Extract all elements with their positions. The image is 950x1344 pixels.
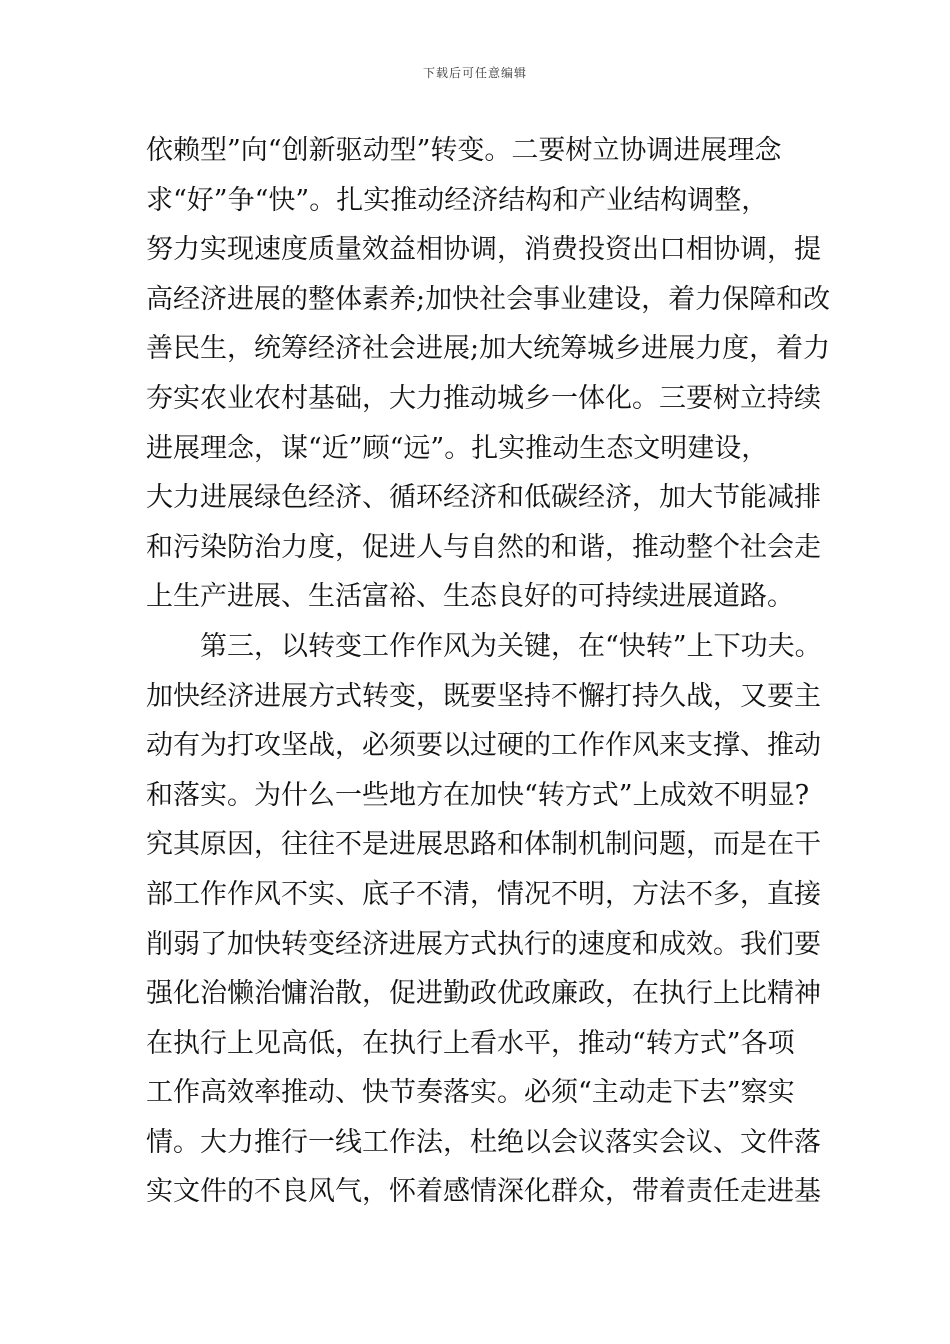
- text-line: 依赖型”向“创新驱动型”转变。二要树立协调进展理念: [146, 135, 782, 166]
- text-line: 工作高效率推动、快节奏落实。必须“主动走下去”察实: [146, 1077, 795, 1109]
- text-line: 在执行上见高低，在执行上看水平，推动“转方式”各项: [146, 1027, 795, 1059]
- paragraph-start-line: 第三，以转变工作作风为关键，在“快转”上下功夫。: [146, 630, 822, 662]
- text-line: 究其原因，往往不是进展思路和体制机制问题，而是在干: [146, 829, 821, 861]
- document-body: [146, 126, 831, 1217]
- text-line: 进展理念，谋“近”顾“远”。扎实推动生态文明建设，: [146, 432, 769, 464]
- text-line: 善民生，统筹经济社会进展;加大统筹城乡进展力度，着力: [146, 333, 831, 365]
- text-line: 上生产进展、生活富裕、生态良好的可持续进展道路。: [146, 581, 794, 613]
- text-line: 动有为打攻坚战，必须要以过硬的工作作风来支撑、推动: [146, 730, 821, 762]
- text-line: 实文件的不良风气，怀着感情深化群众，带着责任走进基: [146, 1176, 821, 1208]
- text-line: 情。大力推行一线工作法，杜绝以会议落实会议、文件落: [146, 1126, 821, 1158]
- text-line: 高经济进展的整体素养;加快社会事业建设，着力保障和改: [146, 283, 831, 315]
- text-line: 加快经济进展方式转变，既要坚持不懈打持久战，又要主: [146, 680, 821, 712]
- text-line: 和污染防治力度，促进人与自然的和谐，推动整个社会走: [146, 531, 821, 563]
- text-line: 削弱了加快转变经济进展方式执行的速度和成效。我们要: [146, 928, 821, 960]
- text-line: 和落实。为什么一些地方在加快“转方式”上成效不明显?: [146, 779, 810, 811]
- text-line: 大力进展绿色经济、循环经济和低碳经济，加大节能减排: [146, 482, 821, 514]
- text-line: 夯实农业农村基础，大力推动城乡一体化。三要树立持续: [146, 382, 821, 414]
- text-line: 部工作作风不实、底子不清，情况不明，方法不多，直接: [146, 878, 821, 910]
- text-line: 努力实现速度质量效益相协调，消费投资出口相协调，提: [146, 234, 821, 266]
- page-header: 下载后可任意编辑: [422, 66, 527, 80]
- text-line: 求“好”争“快”。扎实推动经济结构和产业结构调整，: [146, 184, 769, 216]
- text-line: 强化治懒治慵治散，促进勤政优政廉政，在执行上比精神: [146, 978, 821, 1010]
